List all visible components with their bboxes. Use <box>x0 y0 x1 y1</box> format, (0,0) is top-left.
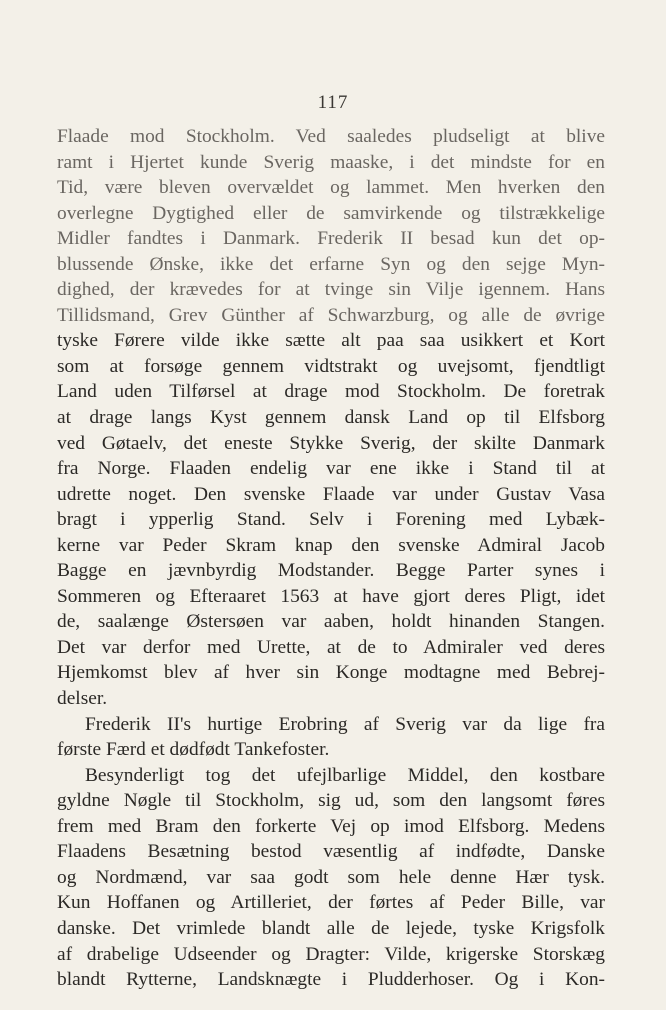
text-line: kerne var Peder Skram knap den svenske Admiral Jacob <box>57 534 605 556</box>
body-text <box>57 124 605 993</box>
text-line: tyske Førere vilde ikke sætte alt paa saa usikkert et Kort <box>57 330 605 352</box>
text-line: gyldne Nøgle til Stockholm, sig ud, som den langsomt føres <box>57 790 605 812</box>
text-line: delser. <box>57 688 108 710</box>
text-line: blandt Rytterne, Landsknægte i Pludderhoser. Og i Kon- <box>57 969 605 991</box>
text-line: udrette noget. Den svenske Flaade var under Gustav Vasa <box>57 483 605 505</box>
text-line: danske. Det vrimlede blandt alle de lejede, tyske Krigsfolk <box>57 917 605 939</box>
text-line: overlegne Dygtighed eller de samvirkende og tilstrækkelige <box>57 202 605 224</box>
text-line: Besynderligt tog det ufejlbarlige Middel, den kostbare <box>85 764 605 786</box>
text-line: Kun Hoffanen og Artilleriet, der førtes af Peder Bille, var <box>57 892 605 914</box>
text-line: første Færd et dødfødt Tankefoster. <box>57 739 330 761</box>
text-line: Flaade mod Stockholm. Ved saaledes pludseligt at blive <box>57 126 605 147</box>
text-line: at drage langs Kyst gennem dansk Land op til Elfsborg <box>57 407 605 429</box>
text-line: Sommeren og Efteraaret 1563 at have gjort deres Pligt, idet <box>57 585 605 607</box>
text-line: dighed, der krævedes for at tvinge sin Vilje igennem. Hans <box>57 279 605 301</box>
text-line: blussende Ønske, ikke det erfarne Syn og den sejge Myn- <box>57 253 605 275</box>
text-line: Det var derfor med Urette, at de to Admiraler ved deres <box>57 636 605 658</box>
text-line: Tid, være bleven overvældet og lammet. Men hverken den <box>57 177 605 199</box>
text-line: de, saalænge Østersøen var aaben, holdt hinanden Stangen. <box>57 611 605 633</box>
text-line: Midler fandtes i Danmark. Frederik II besad kun det op- <box>57 228 605 250</box>
text-line: Flaadens Besætning bestod væsentlig af indfødte, Danske <box>57 841 605 863</box>
text-line: ved Gøtaelv, det eneste Stykke Sverig, der skilte Danmark <box>57 432 605 454</box>
text-line: Bagge en jævnbyrdig Modstander. Begge Parter synes i <box>57 560 605 582</box>
text-line: Tillidsmand, Grev Günther af Schwarzburg, og alle de øvrige <box>57 304 605 326</box>
page-number: 117 <box>317 92 349 113</box>
text-line: frem med Bram den forkerte Vej op imod Elfsborg. Medens <box>57 815 605 837</box>
text-line: og Nordmænd, var saa godt som hele denne Hær tysk. <box>57 866 605 888</box>
text-line: som at forsøge gennem vidtstrakt og uvejsomt, fjendtligt <box>57 355 605 377</box>
text-line: bragt i ypperlig Stand. Selv i Forening med Lybæk- <box>57 509 605 531</box>
text-line: ramt i Hjertet kunde Sverig maaske, i det mindste for en <box>57 151 605 173</box>
text-line: Hjemkomst blev af hver sin Konge modtagne med Bebrej- <box>57 662 605 684</box>
text-line: af drabelige Udseender og Dragter: Vilde, krigerske Storskæg <box>57 943 605 965</box>
text-line: Land uden Tilførsel at drage mod Stockholm. De foretrak <box>57 381 605 403</box>
text-line: fra Norge. Flaaden endelig var ene ikke i Stand til at <box>57 458 605 480</box>
text-line: Frederik II's hurtige Erobring af Sverig var da lige fra <box>85 713 605 735</box>
